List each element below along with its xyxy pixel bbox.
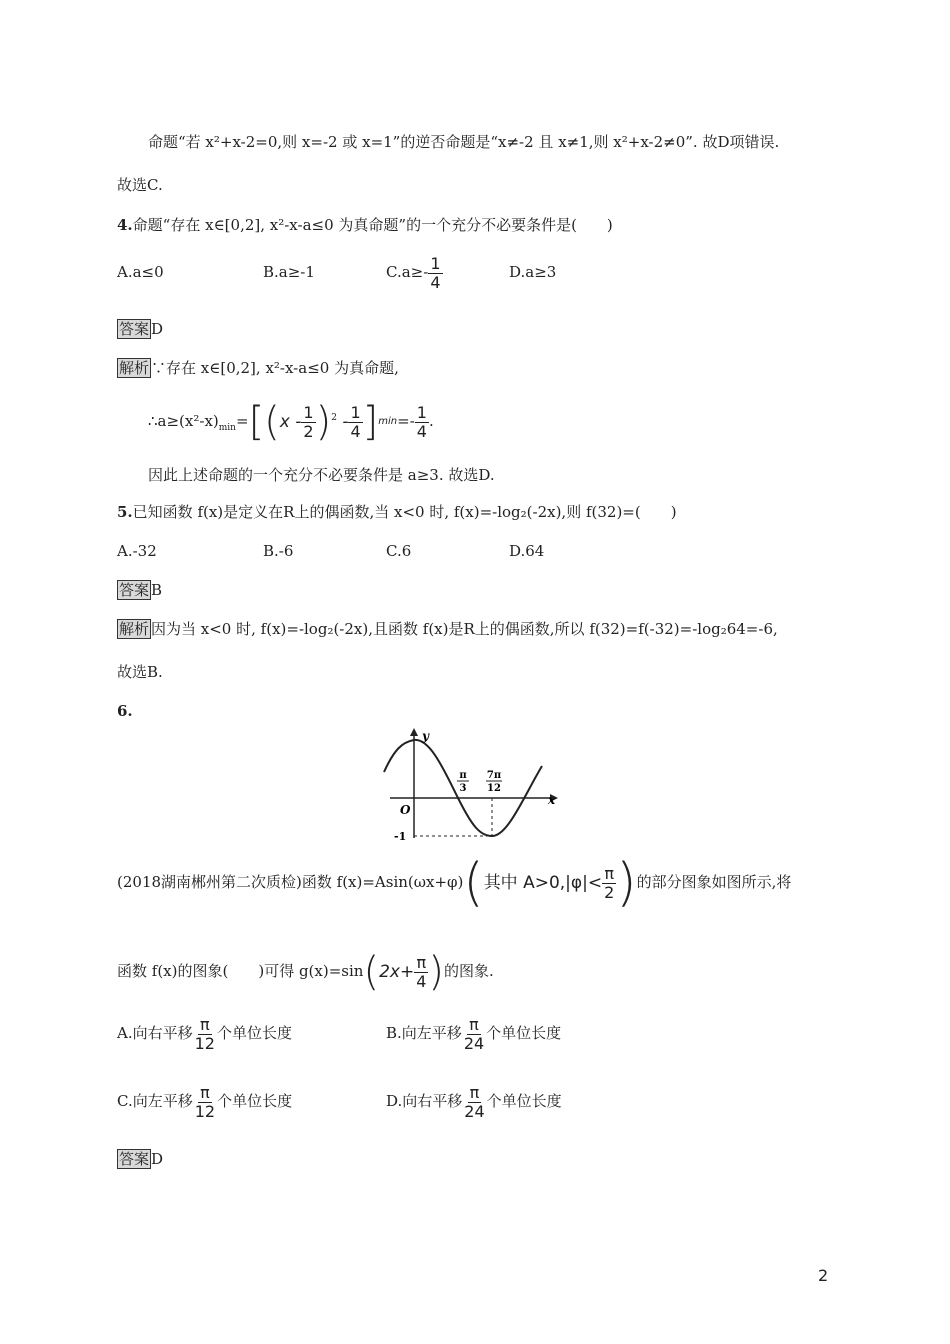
q4-stem [117, 215, 613, 235]
q5-number: 5. [117, 503, 133, 521]
q6-option-b: B.向左平移 $\frac{\pi}{24}$ 个单位长度 [386, 1014, 562, 1053]
q4-number: 4. [117, 216, 133, 234]
q4-answer [117, 319, 163, 339]
q4-option-d: D.a≥3 [509, 263, 557, 281]
min-value-label: -1 [394, 830, 407, 843]
q4-analysis-line1: 解析 ∵存在 x∈[0,2], x²-x-a≤0 为真命题, [119, 359, 399, 377]
y-axis-arrow [410, 728, 418, 736]
q5-answer: 答案 B [119, 581, 163, 599]
answer-tag: 答案 [119, 1150, 150, 1168]
q6-option-a: A.向右平移 $\frac{\pi}{12}$ 个单位长度 [117, 1014, 292, 1053]
q5-option-a: A.-32 [117, 542, 157, 560]
q5-stem: 5.已知函数 f(x)是定义在R上的偶函数,当 x<0 时, f(x)=-log₂(-2x),则 f(32)=( ) [117, 503, 677, 521]
analysis-tag: 解析 [119, 359, 150, 377]
sine-graph [380, 726, 570, 846]
q5-analysis-line1: 解析 因为当 x<0 时, f(x)=-log₂(-2x),且函数 f(x)是R上的偶函数,所以 f(32)=f(-32)=-log₂64=-6, [119, 620, 778, 638]
q6-stem-line2: 函数 f(x)的图象( )可得 g(x)=sin(2x+ $\frac{\pi}{4}$ )的图象. [117, 949, 494, 995]
q6-option-c: C.向左平移 $\frac{\pi}{12}$ 个单位长度 [117, 1082, 293, 1121]
x-axis-label: x [548, 793, 556, 807]
prev-solution-line1: 命题“若 x²+x-2=0,则 x=-2 或 x=1”的逆否命题是“x≠-2 且 x≠1,则 x²+x-2≠0”. 故D项错误. [148, 133, 780, 151]
tick1-den: 3 [459, 783, 467, 794]
page-number: 2 [818, 1266, 829, 1285]
y-axis-label: y [422, 729, 429, 743]
prev-solution-line2: 故选C. [117, 176, 163, 194]
q4-answer-value: D [151, 320, 164, 338]
tick1-num: π [459, 770, 467, 781]
q4-analysis-line3: 因此上述命题的一个充分不必要条件是 a≥3. 故选D. [148, 466, 495, 484]
q6-option-d: D.向右平移 $\frac{\pi}{24}$ 个单位长度 [386, 1082, 562, 1121]
q4-option-b: B.a≥-1 [263, 263, 315, 281]
q5-option-c: C.6 [386, 542, 412, 560]
tick2-num: 7π [486, 770, 502, 781]
q5-option-b: B.-6 [263, 542, 294, 560]
answer-tag: 答案 [119, 320, 150, 338]
tick2-den: 12 [487, 783, 501, 794]
q4-analysis-line2: $\therefore a\ge(x^2-x)_{min}=[(x$ - $\frac{1}{2}$ )$^2$ - $\frac{1}{4}$ ]min=- $\frac{1}{4}$ . [148, 399, 434, 445]
q6-stem-line1: (2018湖南郴州第二次质检)函数 f(x)=Asin(ωx+φ)(其中 A>0,|φ|< $\frac{\pi}{2}$ )的部分图象如图所示,将 [117, 853, 792, 913]
origin-label: O [400, 803, 411, 817]
q5-option-d: D.64 [509, 542, 545, 560]
q4-option-a: A.a≤0 [117, 263, 164, 281]
q6-answer: 答案 D [119, 1150, 164, 1168]
q6-number: 6. [117, 702, 133, 720]
q4-option-c-fraction: $\frac{1}{4}$ [430, 253, 441, 292]
q4-option-c: C.a≥- $\frac{1}{4}$ [386, 253, 441, 292]
q5-analysis-line2: 故选B. [117, 663, 163, 681]
analysis-tag: 解析 [119, 620, 150, 638]
answer-tag: 答案 [119, 581, 150, 599]
q4-stem-text: 命题“存在 x∈[0,2], x²-x-a≤0 为真命题”的一个充分不必要条件是( ) [132, 216, 613, 234]
